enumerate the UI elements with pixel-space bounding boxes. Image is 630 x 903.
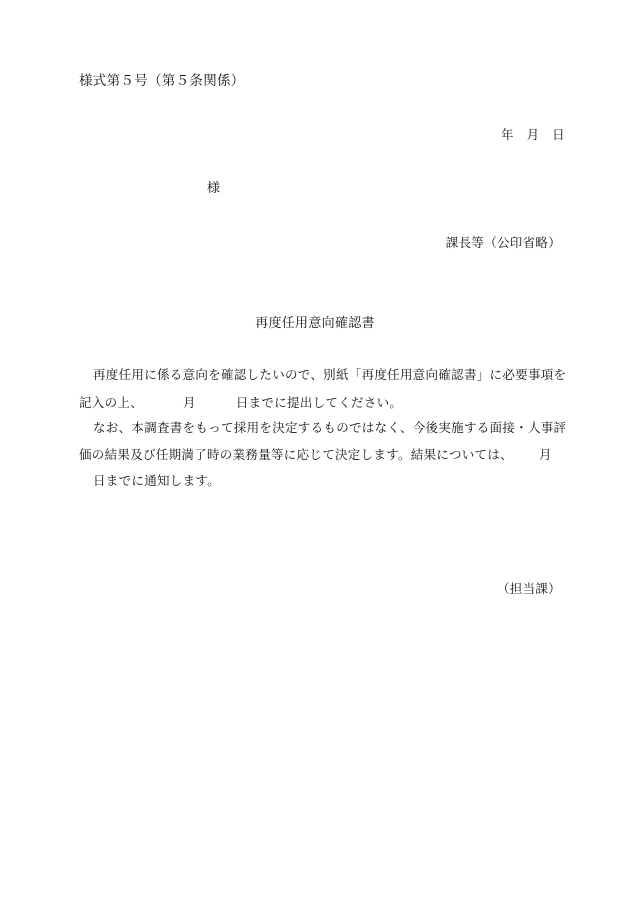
paragraph-2-line-2 [79,447,552,463]
paragraph-1-line-2-end: 日までに提出してください。 [235,395,403,410]
document-title: 再度任用意向確認書 [255,316,375,331]
sender-title: 課長等（公印省略） [445,235,561,250]
paragraph-2-line-3: 日までに通知します。 [93,473,221,488]
form-number: 様式第５号（第５条関係） [79,73,245,89]
paragraph-1-line-2-start: 記入の上、 [79,395,144,410]
paragraph-2-line-2-text: 価の結果及び任期満了時の業務量等に応じて決定します。結果については、 [79,447,513,462]
date-line: 年 月 日 [500,127,565,142]
department-label: （担当課） [496,581,561,596]
paragraph-1-line-2 [79,395,402,411]
addressee-honorific: 様 [207,181,221,196]
month-label: 月 [183,395,196,410]
month-label: 月 [538,447,552,462]
paragraph-1-line-1: 再度任用に係る意向を確認したいので、別紙「再度任用意向確認書」に必要事項を [93,367,567,382]
paragraph-2-line-1: なお、本調査書をもって採用を決定するものではなく、今後実施する面接・人事評 [93,420,567,435]
